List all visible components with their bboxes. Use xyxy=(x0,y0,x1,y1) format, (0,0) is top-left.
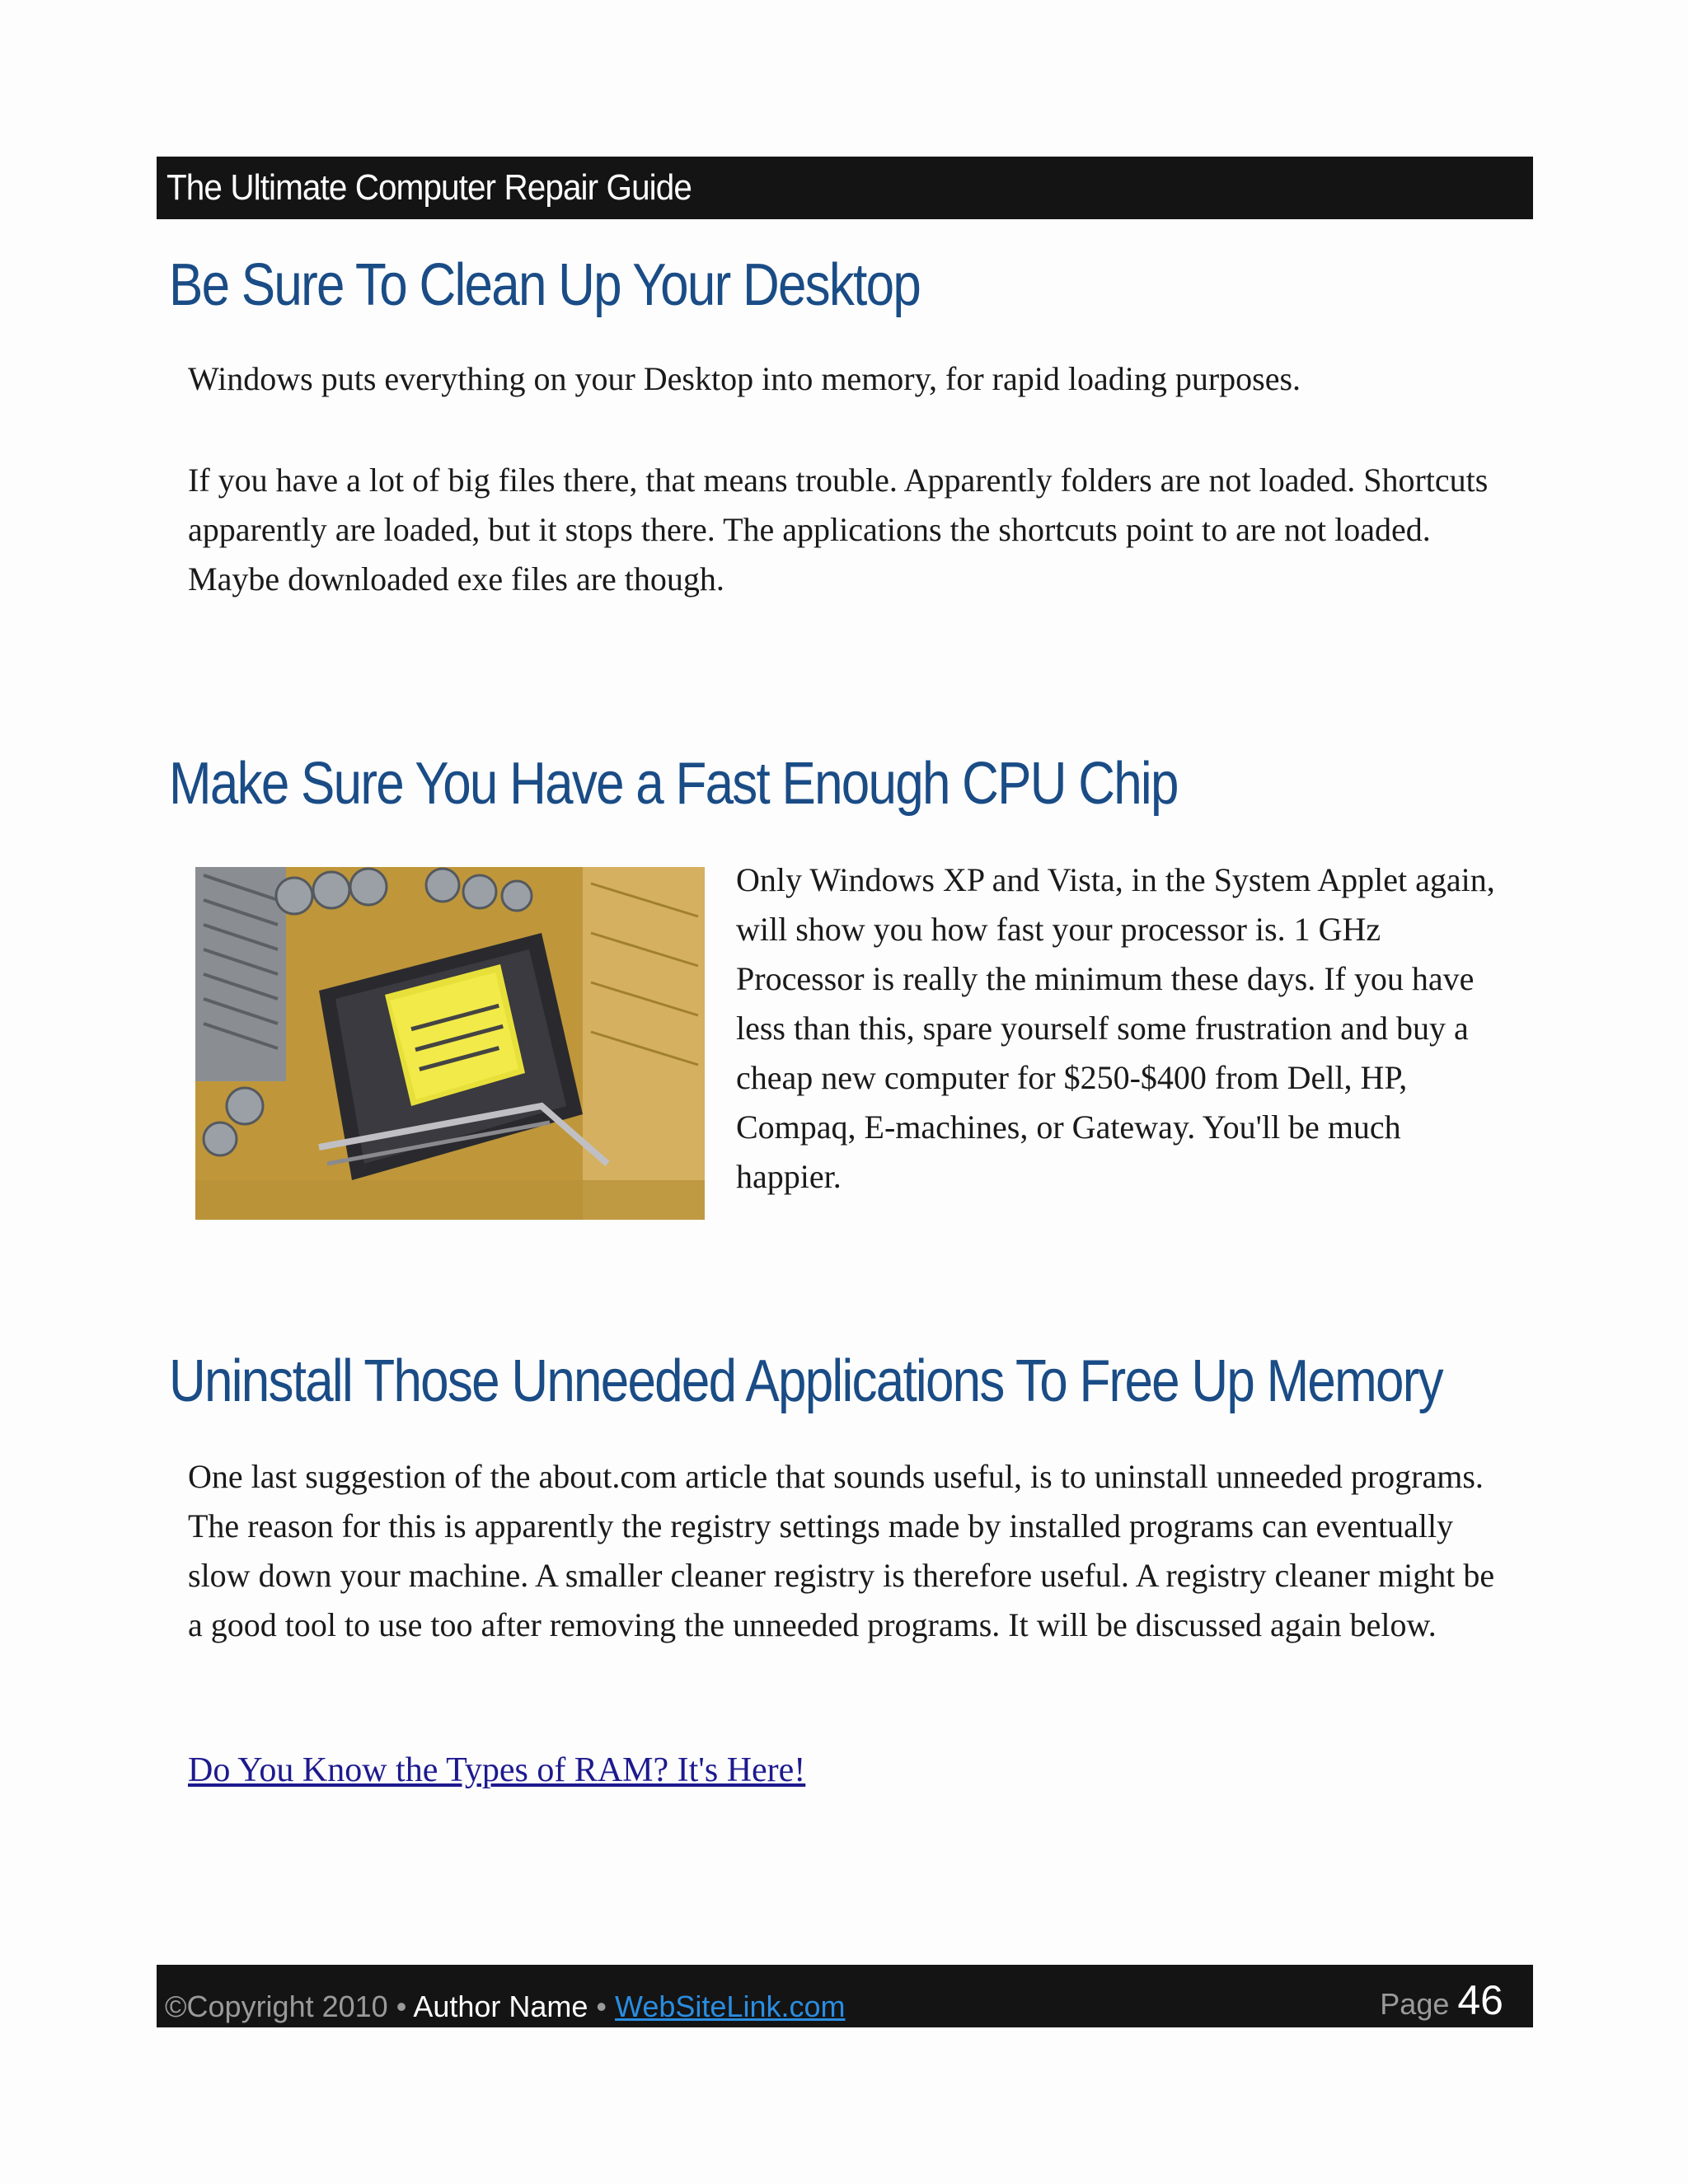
footer-separator: • xyxy=(387,1990,414,2023)
footer-separator: • xyxy=(588,1990,616,2023)
paragraph-desktop-files: If you have a lot of big files there, that means trouble. Apparently folders are not loaded. Shortcuts apparently are loaded, but it stops there. The applications the shortcuts point to are not loaded. Maybe downloaded exe files are though. xyxy=(188,462,1489,598)
section-heading-desktop: Be Sure To Clean Up Your Desktop xyxy=(169,252,921,318)
footer-page xyxy=(1380,1976,1503,2024)
ram-types-link[interactable]: Do You Know the Types of RAM? It's Here! xyxy=(188,1751,806,1789)
header-bar xyxy=(157,157,1533,219)
paragraph-uninstall: One last suggestion of the about.com article that sounds useful, is to uninstall unneeded programs. The reason for this is apparently the registry settings made by installed programs can eventually slow down your machine. A smaller cleaner registry is therefore useful. A registry cleaner might be a good tool to use too after removing the unneeded programs. It will be discussed again below. xyxy=(188,1458,1495,1643)
footer-website-link[interactable]: WebSiteLink.com xyxy=(615,1990,846,2023)
page-number: 46 xyxy=(1457,1977,1503,2023)
paragraph-desktop-intro: Windows puts everything on your Desktop into memory, for rapid loading purposes. xyxy=(188,360,1301,397)
footer-author: Author Name xyxy=(413,1990,588,2023)
cpu-socket-illustration xyxy=(195,867,705,1220)
footer-credits xyxy=(165,1990,846,2024)
page-label: Page xyxy=(1380,1987,1458,2021)
section-heading-cpu: Make Sure You Have a Fast Enough CPU Chip xyxy=(169,751,1178,817)
section-heading-uninstall: Uninstall Those Unneeded Applications To Free Up Memory xyxy=(169,1348,1442,1414)
paragraph-cpu: Only Windows XP and Vista, in the System Applet again, will show you how fast your processor is. 1 GHz Processor is really the minimum these days. If you have less than this, spare yourself some frustration and buy a cheap new computer for $250-$400 from Dell, HP, Compaq, E-machines, or Gateway. You'll be much happier. xyxy=(736,861,1495,1195)
footer-bar xyxy=(157,1965,1533,2027)
footer-copyright: ©Copyright 2010 xyxy=(165,1990,388,2023)
header-title: The Ultimate Computer Repair Guide xyxy=(166,167,692,208)
cpu-socket-image xyxy=(195,867,705,1220)
